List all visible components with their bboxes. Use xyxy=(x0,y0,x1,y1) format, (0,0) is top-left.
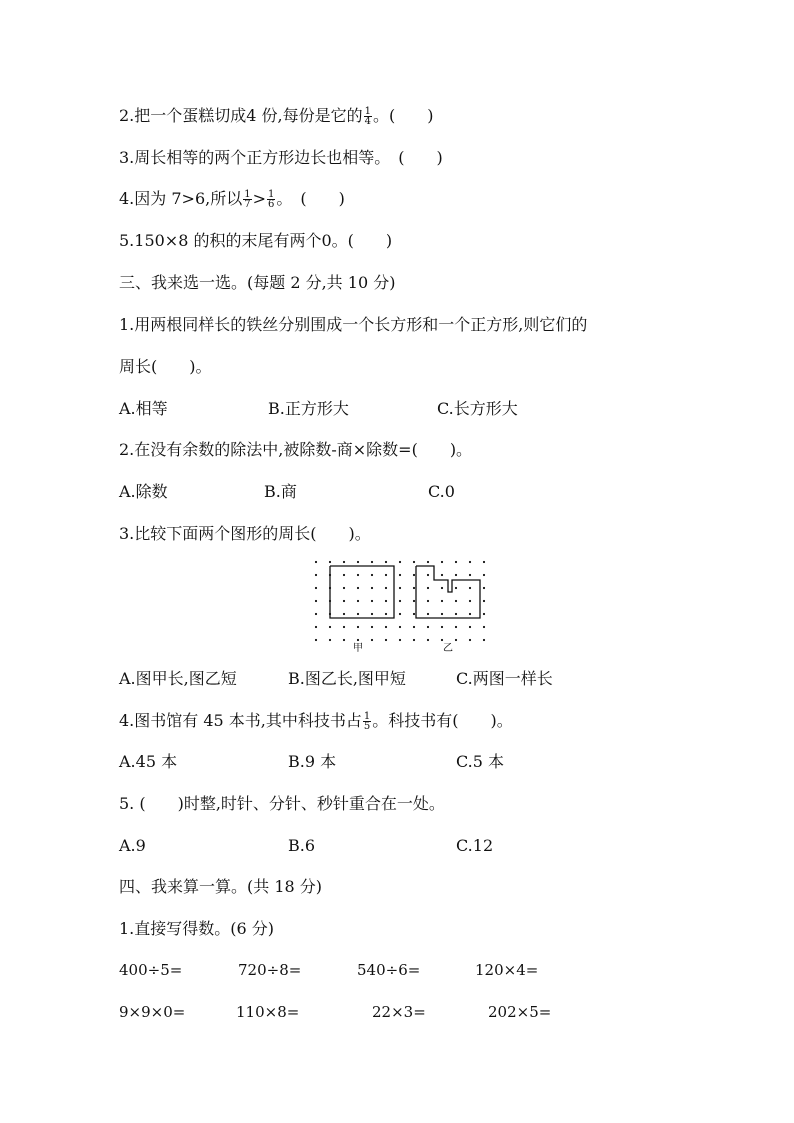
question-2-2: 2.把一个蛋糕切成4 份,每份是它的 $\frac{1}{4}$ 。( ) xyxy=(119,106,434,127)
grid-dot xyxy=(329,561,331,563)
fraction-one-seventh: $\frac{1}{7}$ xyxy=(244,189,251,210)
grid-dot xyxy=(385,587,387,589)
question-2-5: 5.150×8 的积的末尾有两个0。( ) xyxy=(119,231,393,250)
grid-dot xyxy=(483,561,485,563)
option-3-2-b: B.商 xyxy=(264,482,297,501)
grid-dot xyxy=(371,600,373,602)
grid-dot xyxy=(483,587,485,589)
grid-dot xyxy=(399,574,401,576)
grid-dot xyxy=(399,600,401,602)
grid-dot xyxy=(427,574,429,576)
grid-dot xyxy=(385,613,387,615)
calc-item: 720÷8= xyxy=(238,961,302,979)
grid-dot xyxy=(413,600,415,602)
grid-dot xyxy=(441,587,443,589)
grid-dot xyxy=(427,639,429,641)
option-3-3-b: B.图乙长,图甲短 xyxy=(288,669,406,688)
grid-dot xyxy=(427,561,429,563)
calc-item: 120×4= xyxy=(475,961,539,979)
calc-item: 9×9×0= xyxy=(119,1003,186,1021)
grid-dot xyxy=(441,600,443,602)
grid-dot xyxy=(385,626,387,628)
grid-dot xyxy=(385,561,387,563)
option-3-4-b: B.9 本 xyxy=(288,752,337,771)
calc-item: 110×8= xyxy=(236,1003,300,1021)
grid-dot xyxy=(343,600,345,602)
option-3-1-b: B.正方形大 xyxy=(268,399,349,418)
grid-dot xyxy=(329,639,331,641)
grid-dot xyxy=(357,613,359,615)
grid-dot xyxy=(315,600,317,602)
grid-dot xyxy=(483,626,485,628)
grid-dot xyxy=(427,613,429,615)
option-3-1-c: C.长方形大 xyxy=(437,399,518,418)
grid-dot xyxy=(357,561,359,563)
grid-dot xyxy=(469,639,471,641)
question-3-1-line2: 周长( )。 xyxy=(119,357,212,376)
section-3-heading: 三、我来选一选。(每题 2 分,共 10 分) xyxy=(119,273,396,292)
grid-dot xyxy=(343,613,345,615)
option-3-4-c: C.5 本 xyxy=(456,752,505,771)
grid-dot xyxy=(441,639,443,641)
grid-dot xyxy=(469,613,471,615)
grid-dot xyxy=(343,574,345,576)
grid-dot xyxy=(455,574,457,576)
shape-jia-outline xyxy=(330,566,394,618)
grid-dot xyxy=(469,561,471,563)
grid-dot xyxy=(483,613,485,615)
option-3-5-c: C.12 xyxy=(456,836,494,855)
option-3-5-b: B.6 xyxy=(288,836,316,855)
grid-dot xyxy=(315,639,317,641)
grid-dot xyxy=(315,626,317,628)
grid-dot xyxy=(483,600,485,602)
grid-dot xyxy=(343,639,345,641)
grid-dot xyxy=(441,561,443,563)
grid-dot xyxy=(455,561,457,563)
grid-dot xyxy=(399,613,401,615)
question-3-4: 4.图书馆有 45 本书,其中科技书占 $\frac{1}{5}$ 。科技书有( )。 xyxy=(119,711,513,732)
grid-dot xyxy=(385,574,387,576)
grid-dot xyxy=(455,587,457,589)
calc-item: 540÷6= xyxy=(357,961,421,979)
fraction-one-fifth: $\frac{1}{5}$ xyxy=(363,711,371,732)
fraction-one-sixth: $\frac{1}{6}$ xyxy=(268,189,275,210)
question-3-2: 2.在没有余数的除法中,被除数-商×除数=( )。 xyxy=(119,440,473,459)
grid-dot xyxy=(343,561,345,563)
grid-dot xyxy=(455,639,457,641)
grid-dot xyxy=(371,561,373,563)
grid-dot xyxy=(413,626,415,628)
calc-item: 22×3= xyxy=(372,1003,426,1021)
grid-dot xyxy=(413,613,415,615)
grid-dot xyxy=(357,600,359,602)
option-3-1-a: A.相等 xyxy=(119,399,168,418)
label-jia: 甲 xyxy=(353,643,363,654)
shape-yi-outline xyxy=(416,566,480,618)
grid-dot xyxy=(315,574,317,576)
grid-dot xyxy=(469,587,471,589)
grid-dot xyxy=(343,626,345,628)
option-3-3-a: A.图甲长,图乙短 xyxy=(119,669,237,688)
option-3-2-a: A.除数 xyxy=(119,482,168,501)
option-3-4-a: A.45 本 xyxy=(119,752,178,771)
grid-dot xyxy=(483,639,485,641)
grid-dot xyxy=(441,626,443,628)
option-3-3-c: C.两图一样长 xyxy=(456,669,553,688)
question-3-5: 5. ( )时整,时针、分针、秒针重合在一处。 xyxy=(119,794,445,813)
grid-dot xyxy=(385,600,387,602)
question-4-1: 1.直接写得数。(6 分) xyxy=(119,919,275,938)
grid-dot xyxy=(371,574,373,576)
grid-dot xyxy=(399,561,401,563)
label-yi: 乙 xyxy=(443,643,453,654)
grid-dot xyxy=(413,574,415,576)
question-3-1-line1: 1.用两根同样长的铁丝分别围成一个长方形和一个正方形,则它们的 xyxy=(119,315,588,334)
grid-dot xyxy=(469,600,471,602)
grid-dot xyxy=(469,574,471,576)
grid-dot xyxy=(357,574,359,576)
grid-dot xyxy=(315,561,317,563)
option-3-5-a: A.9 xyxy=(119,836,146,855)
grid-dot xyxy=(371,587,373,589)
dot-grid-figure xyxy=(306,556,490,656)
calc-item: 400÷5= xyxy=(119,961,183,979)
grid-dot xyxy=(413,639,415,641)
grid-dot xyxy=(427,626,429,628)
grid-dot xyxy=(329,626,331,628)
grid-dot xyxy=(357,626,359,628)
grid-dot xyxy=(399,639,401,641)
grid-dot xyxy=(427,587,429,589)
grid-dot xyxy=(343,587,345,589)
grid-dot xyxy=(315,613,317,615)
grid-dot xyxy=(427,600,429,602)
grid-dot xyxy=(371,639,373,641)
grid-dot xyxy=(455,613,457,615)
section-4-heading: 四、我来算一算。(共 18 分) xyxy=(119,877,323,896)
grid-dot xyxy=(399,587,401,589)
grid-dot xyxy=(385,639,387,641)
calc-item: 202×5= xyxy=(488,1003,552,1021)
grid-dot xyxy=(441,574,443,576)
grid-dot xyxy=(413,561,415,563)
grid-dot xyxy=(469,626,471,628)
option-3-2-c: C.0 xyxy=(428,482,455,501)
grid-dot xyxy=(371,613,373,615)
grid-dot xyxy=(413,587,415,589)
question-3-3: 3.比较下面两个图形的周长( )。 xyxy=(119,524,371,543)
grid-dot xyxy=(455,600,457,602)
grid-dot xyxy=(455,626,457,628)
question-2-3: 3.周长相等的两个正方形边长也相等。 ( ) xyxy=(119,148,443,167)
question-2-4: 4.因为 7>6,所以 $\frac{1}{7}$ > $\frac{1}{6}$ 。 ( ) xyxy=(119,189,345,210)
grid-dot xyxy=(483,574,485,576)
grid-dot xyxy=(357,639,359,641)
grid-dot xyxy=(441,613,443,615)
grid-dot xyxy=(315,587,317,589)
fraction-one-quarter: $\frac{1}{4}$ xyxy=(364,106,371,127)
grid-dot xyxy=(399,626,401,628)
grid-dot xyxy=(371,626,373,628)
grid-dot xyxy=(357,587,359,589)
